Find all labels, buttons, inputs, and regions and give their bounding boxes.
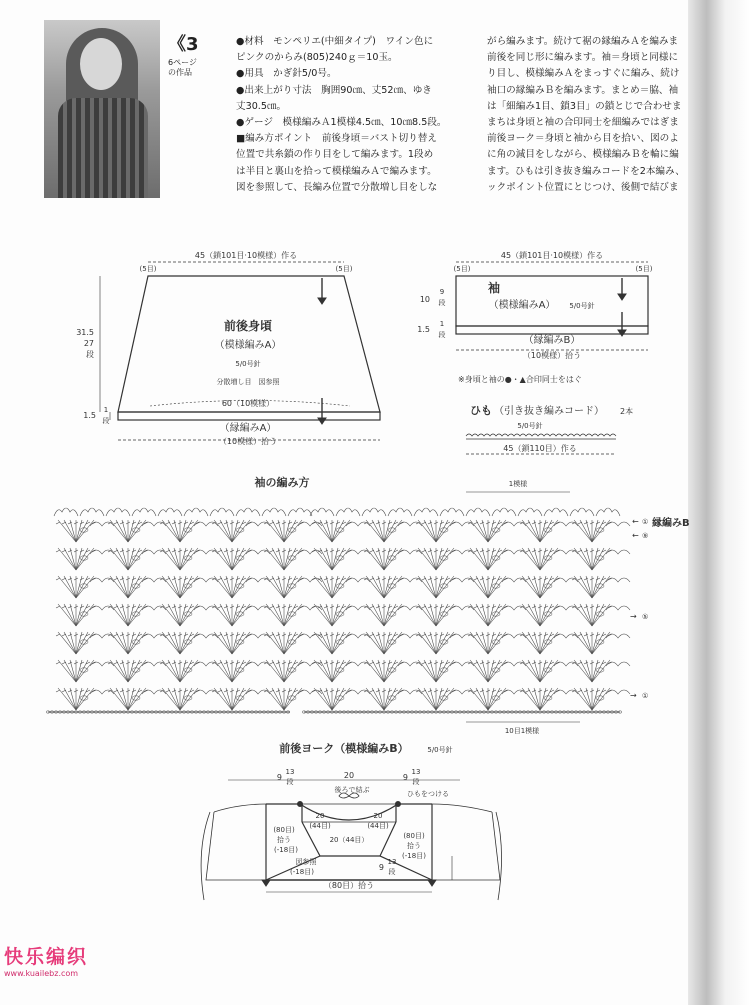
body-pattern-label: （模様編みA） [214,340,282,351]
yoke-right-pick: 拾う [407,842,421,850]
yoke-cord-attach: ひもをつける [407,790,449,798]
yoke-left-decrease: (-18目) [274,846,298,854]
body-hook-size: 5/0号針 [235,360,261,368]
watermark-url: www.kuailebz.com [4,969,79,978]
sleeve-pattern-label: （模様編みA） [488,300,556,311]
sleeve-panel-title: 袖 [487,281,501,295]
sleeve-corner-right: (5目) [635,265,653,273]
yoke-side-num: 13 [387,858,397,866]
yoke-inner-right-b: (44目) [367,822,389,830]
yoke-dim-right-main: 9 [402,773,408,782]
site-watermark [4,942,104,978]
yoke-right-stitches: (80目) [403,832,425,840]
body-border-rows: 1 [103,406,109,414]
body-pick-dimension: （10模様）拾う [218,437,278,446]
yoke-dim-left-den: 段 [286,778,294,786]
body-corner-left: (5目) [139,265,157,273]
join-note: ※身頃と袖の●・▲合印同士をはぐ [458,375,582,384]
chart-row-label-1: ① [642,692,649,700]
instructions-column-1: ●材料 モンペリエ(中細タイプ) ワイン色に ピンクのからみ(805)240ｇ＝10玉。 ●用具 かぎ針5/0号。 ●出来上がり寸法 胸囲90㎝、丈52㎝、ゆき 丈30.5㎝。 ●ゲージ 模様編みＡ1模様4.5㎝、10㎝8.5段。 ■編み方ポイント 前後身頃＝バスト切り替え 位置で共糸鎖の作り目をして編みます。1段め は半目と裏山を拾って模様編みＡで編みます。 図を参照して、長編み位置で分散増し目をしな [236,36,447,193]
cord-count: 2本 [620,407,634,416]
yoke-side-main: 9 [378,863,384,872]
chart-arrow-3: → [630,612,637,621]
project-page-ref: 6ページ の作品 [168,58,197,77]
yoke-dim-left-num: 13 [285,768,295,776]
body-width-dimension: 60（10模様） [221,399,275,408]
yoke-tie-back: 後ろで結ぶ [334,786,370,794]
yoke-hook-size: 5/0号針 [427,746,453,754]
chart-title: 袖の編み方 [254,476,310,489]
body-increase-note: 分散増し目 図参照 [216,378,280,386]
yoke-dim-right-num: 13 [411,768,421,776]
yoke-inner-right-a: 20 [373,812,383,820]
body-corner-right: (5目) [335,265,353,273]
yoke-left-pick: 拾う [277,836,291,844]
chart-arrow-2: ← [632,531,639,540]
chart-arrow-4: → [630,691,637,700]
crochet-stitch-chart [46,508,630,713]
body-top-dimension: 45（鎖101目·10模様）作る [194,251,298,260]
body-height-rows-unit: 段 [86,350,94,359]
body-border-height: 1.5 [83,411,96,420]
cord-length: 45（鎖110目）作る [503,444,577,453]
body-panel-title: 前後身頃 [223,319,273,333]
yoke-dim-center: 20 [343,771,355,780]
sleeve-hook-size: 5/0号針 [569,302,595,310]
sleeve-pick-dimension: （10模様）拾う [522,351,582,360]
body-height-rows: 27 [83,339,94,348]
chart-row-label-5: ⑤ [642,613,649,621]
yoke-bottom-pick: （80目）拾う [323,881,375,890]
project-number: 《3 [168,34,199,55]
yoke-inner-left-b: (44目) [309,822,331,830]
yoke-refer-note: 図参照 [295,858,317,866]
chart-border-label: 縁編みB [652,518,690,529]
chart-arrow-1: ← [632,517,639,526]
badge-bracket-icon: 《 [168,34,186,55]
sleeve-border-height: 1.5 [417,325,430,334]
sleeve-corner-left: (5目) [453,265,471,273]
sleeve-top-dimension: 45（鎖101目·10模様）作る [500,251,604,260]
yoke-side-den: 段 [388,868,396,876]
sleeve-main-rows: 9 [439,288,445,296]
body-panel-diagram [100,262,380,440]
cord-title: ひも [470,404,492,417]
yoke-inner-bottom: 20（44目） [329,836,369,844]
chart-repeat-bottom: 10目1模様 [504,727,540,735]
cord-subtitle: （引き抜き編みコード） [494,406,604,417]
yoke-title: 前後ヨーク（模様編みB） [279,742,409,755]
chart-repeat-top: 1模様 [508,480,528,488]
sleeve-main-rows-unit: 段 [438,299,446,307]
yoke-right-decrease: (-18目) [402,852,426,860]
cord-hook-size: 5/0号針 [517,422,543,430]
yoke-refer-decrease: (-18目) [290,868,314,876]
body-height-total: 31.5 [76,328,94,337]
instructions-column-2: がら編みます。続けて裾の縁編みＡを編みま 前後を同じ形に編みます。袖＝身頃と同様に り目し、模様編みＡをまっすぐに編み、続け 袖口の縁編みＢを編みます。まとめ＝脇、袖 は「細編み1目、鎖3目」の鎖とじで合わせま まちは身頃と袖の合印同士を細編みではぎま 前後ヨーク＝身頃と袖から目を拾い、図のよ に角の減目をしながら、模様編みＢを輪に編 ます。ひもは引き抜き編みコードを2本編み、 ックポイント位置にとじつけ、後側で結びま [487,36,685,193]
body-border-rows-unit: 段 [102,417,110,425]
sleeve-border-label: （縁編みB） [523,335,581,346]
yoke-dim-right-den: 段 [412,778,420,786]
chart-row-label-border: ① [642,518,649,526]
yoke-inner-left-a: 20 [315,812,325,820]
sleeve-main-height: 10 [419,295,430,304]
yoke-left-stitches: (80目) [273,826,295,834]
yoke-dim-left-main: 9 [276,773,282,782]
chart-row-label-9: ⑨ [642,532,649,540]
body-border-label: （縁編みA） [219,423,277,434]
sleeve-border-rows-unit: 段 [438,331,446,339]
watermark-logo-text: 快乐编织 [4,946,89,968]
sleeve-border-rows: 1 [439,320,445,328]
